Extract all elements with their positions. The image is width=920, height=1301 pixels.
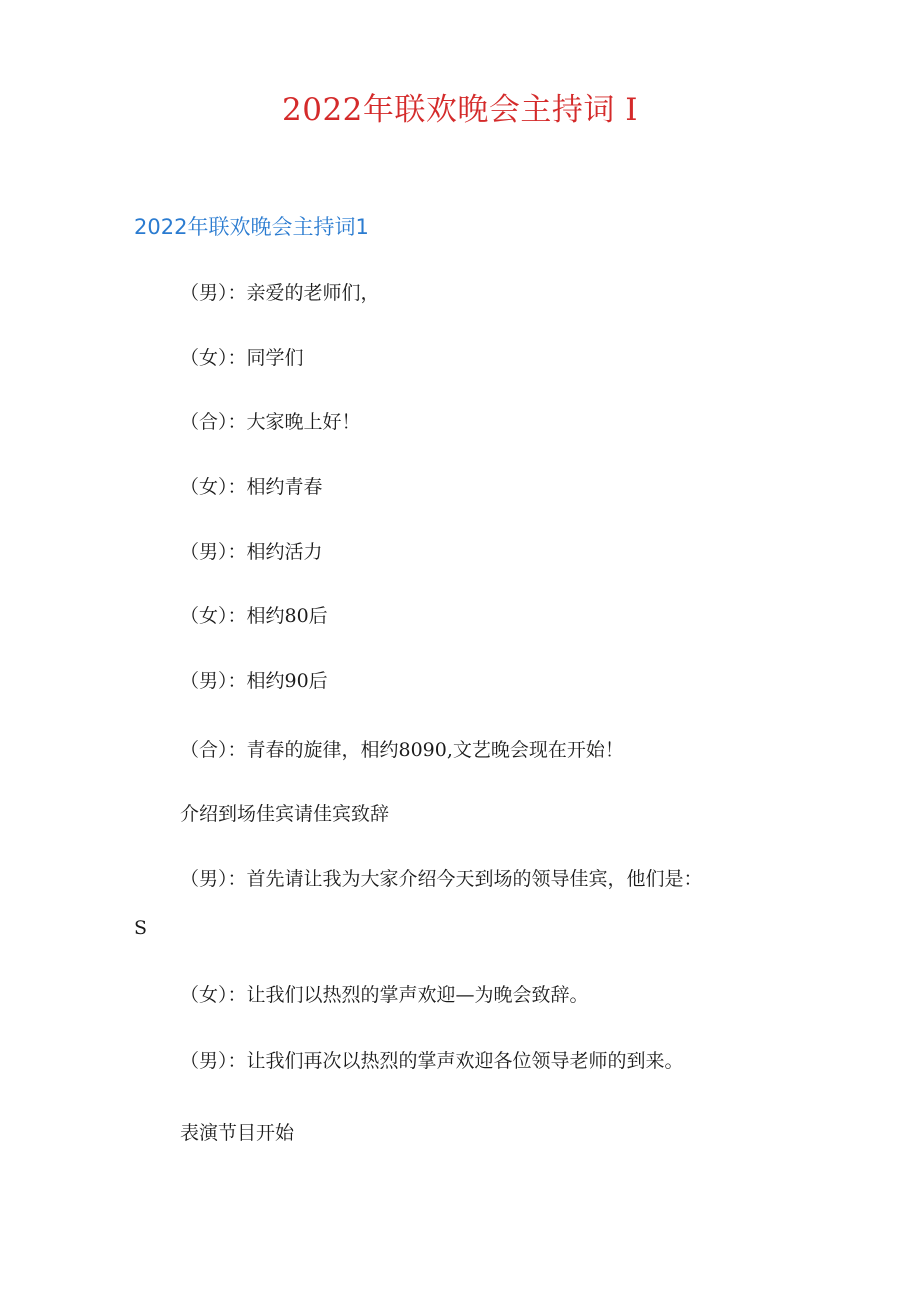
dialogue-line: （男）：相约90后 (180, 670, 328, 692)
dialogue-line-continuation: S (134, 917, 148, 939)
dialogue-line: （合）：青春的旋律，相约8090,文艺晚会现在开始！ (180, 739, 624, 761)
dialogue-line: （女）：相约青春 (180, 476, 323, 498)
dialogue-line: （男）：相约活力 (180, 541, 323, 563)
section-heading: 2022年联欢晚会主持词1 (134, 215, 369, 239)
dialogue-line: （男）：亲爱的老师们， (180, 282, 380, 304)
section-note: 介绍到场佳宾请佳宾致辞 (180, 803, 390, 825)
dialogue-line: （女）：相约80后 (180, 605, 328, 627)
dialogue-line: （合）：大家晚上好！ (180, 411, 361, 433)
section-note: 表演节目开始 (180, 1122, 295, 1144)
dialogue-line: （女）：让我们以热烈的掌声欢迎—为晚会致辞。 (180, 984, 589, 1006)
dialogue-line: （男）：首先请让我为大家介绍今天到场的领导佳宾，他们是： (180, 868, 703, 890)
dialogue-line: （女）：同学们 (180, 347, 304, 369)
dialogue-line: （男）：让我们再次以热烈的掌声欢迎各位领导老师的到来。 (180, 1050, 684, 1072)
document-title: 2022年联欢晚会主持词 I (282, 92, 638, 128)
